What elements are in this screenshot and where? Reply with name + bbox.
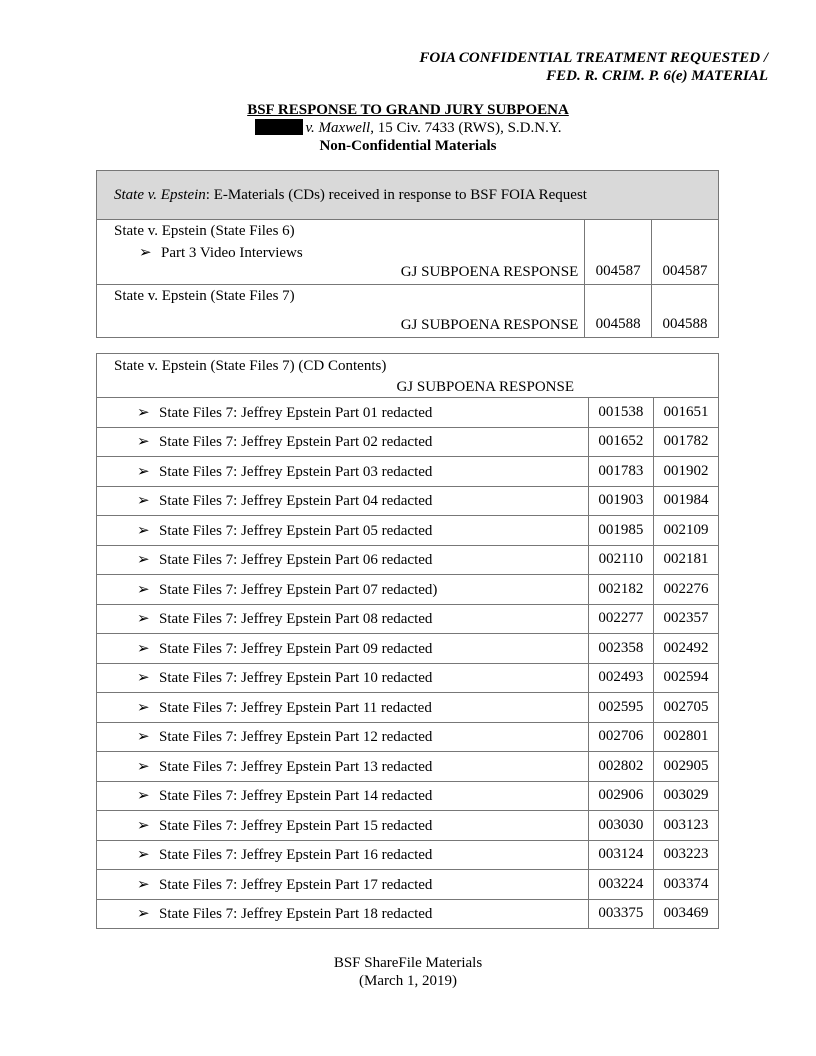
table-heading-row bbox=[97, 171, 719, 220]
row-label: State Files 7: Jeffrey Epstein Part 16 redacted bbox=[159, 847, 433, 864]
cd-contents-title: State v. Epstein (State Files 7) (CD Contents) bbox=[114, 358, 387, 374]
arrow-bullet-icon: ➢ bbox=[137, 847, 150, 864]
bates-end: 002905 bbox=[653, 752, 718, 782]
bates-start: 003375 bbox=[588, 899, 653, 929]
arrow-bullet-icon: ➢ bbox=[137, 906, 150, 923]
bates-end: 001902 bbox=[653, 457, 718, 487]
row-label: State Files 7: Jeffrey Epstein Part 09 redacted bbox=[159, 640, 433, 657]
gj-response-label: GJ SUBPOENA RESPONSE bbox=[396, 379, 574, 395]
arrow-bullet-icon: ➢ bbox=[137, 581, 150, 598]
row-label: State Files 7: Jeffrey Epstein Part 03 redacted bbox=[159, 463, 433, 480]
bates-end: 004588 bbox=[652, 285, 719, 338]
row-description bbox=[97, 575, 589, 605]
table-row bbox=[97, 752, 719, 782]
row-description bbox=[97, 634, 589, 664]
bates-start: 003030 bbox=[588, 811, 653, 841]
case-caption-rest: , 15 Civ. 7433 (RWS), S.D.N.Y. bbox=[370, 120, 562, 136]
table-heading bbox=[97, 354, 719, 398]
row-description bbox=[97, 781, 589, 811]
row-description bbox=[97, 516, 589, 546]
arrow-bullet-icon: ➢ bbox=[137, 552, 150, 569]
document-title: BSF RESPONSE TO GRAND JURY SUBPOENA bbox=[247, 102, 569, 118]
arrow-bullet-icon: ➢ bbox=[137, 758, 150, 775]
row-label: State Files 7: Jeffrey Epstein Part 15 redacted bbox=[159, 817, 433, 834]
bates-end: 003029 bbox=[653, 781, 718, 811]
bates-start: 002595 bbox=[588, 693, 653, 723]
row-description bbox=[97, 285, 585, 338]
table-row bbox=[97, 781, 719, 811]
arrow-bullet-icon: ➢ bbox=[137, 729, 150, 746]
row-description bbox=[97, 811, 589, 841]
bates-start: 001783 bbox=[588, 457, 653, 487]
bates-end: 003123 bbox=[653, 811, 718, 841]
arrow-bullet-icon: ➢ bbox=[137, 788, 150, 805]
confidentiality-line-2: FED. R. CRIM. P. 6(e) MATERIAL bbox=[546, 68, 768, 84]
row-label: State Files 7: Jeffrey Epstein Part 07 redacted) bbox=[159, 581, 438, 598]
page-footer bbox=[0, 954, 816, 990]
row-description bbox=[97, 722, 589, 752]
table-row bbox=[97, 604, 719, 634]
bates-start: 001538 bbox=[588, 398, 653, 428]
table-row bbox=[97, 427, 719, 457]
e-materials-table bbox=[96, 170, 719, 338]
arrow-bullet-icon: ➢ bbox=[137, 670, 150, 687]
gj-response-label: GJ SUBPOENA RESPONSE bbox=[400, 264, 579, 280]
row-label: State Files 7: Jeffrey Epstein Part 05 redacted bbox=[159, 522, 433, 539]
bates-end: 003374 bbox=[653, 870, 718, 900]
row-label: State Files 7: Jeffrey Epstein Part 18 redacted bbox=[159, 906, 433, 923]
bates-start: 002706 bbox=[588, 722, 653, 752]
table-row bbox=[97, 722, 719, 752]
row-description bbox=[97, 870, 589, 900]
row-description bbox=[97, 457, 589, 487]
arrow-bullet-icon: ➢ bbox=[137, 611, 150, 628]
arrow-bullet-icon: ➢ bbox=[137, 463, 150, 480]
bates-end: 002357 bbox=[653, 604, 718, 634]
arrow-bullet-icon: ➢ bbox=[137, 699, 150, 716]
arrow-bullet-icon: ➢ bbox=[137, 640, 150, 657]
bates-end: 001651 bbox=[653, 398, 718, 428]
table-row bbox=[97, 575, 719, 605]
case-caption bbox=[0, 119, 816, 137]
row-label: State Files 7: Jeffrey Epstein Part 10 redacted bbox=[159, 670, 433, 687]
row-description bbox=[97, 752, 589, 782]
bates-end: 004587 bbox=[652, 220, 719, 285]
bates-start: 001652 bbox=[588, 427, 653, 457]
row-description bbox=[97, 840, 589, 870]
table-heading-row bbox=[97, 354, 719, 398]
arrow-bullet-icon: ➢ bbox=[137, 434, 150, 451]
table-row bbox=[97, 457, 719, 487]
bates-start: 002493 bbox=[588, 663, 653, 693]
bates-start: 004587 bbox=[585, 220, 652, 285]
row-description bbox=[97, 604, 589, 634]
row-description bbox=[97, 398, 589, 428]
gj-response-label: GJ SUBPOENA RESPONSE bbox=[400, 317, 579, 333]
bates-end: 002594 bbox=[653, 663, 718, 693]
bates-end: 002492 bbox=[653, 634, 718, 664]
table-row bbox=[97, 840, 719, 870]
bates-end: 002801 bbox=[653, 722, 718, 752]
arrow-bullet-icon: ➢ bbox=[137, 817, 150, 834]
table-row bbox=[97, 811, 719, 841]
row-description bbox=[97, 663, 589, 693]
bates-end: 002705 bbox=[653, 693, 718, 723]
bates-start: 002182 bbox=[588, 575, 653, 605]
table-row bbox=[97, 545, 719, 575]
row-label: State Files 7: Jeffrey Epstein Part 01 redacted bbox=[159, 404, 433, 421]
bates-start: 002906 bbox=[588, 781, 653, 811]
redaction-box bbox=[255, 119, 303, 135]
table-heading bbox=[97, 171, 719, 220]
row-description bbox=[97, 220, 585, 285]
row-title: State v. Epstein (State Files 6) bbox=[114, 223, 295, 239]
confidentiality-line-1: FOIA CONFIDENTIAL TREATMENT REQUESTED / bbox=[419, 50, 768, 66]
bates-end: 001782 bbox=[653, 427, 718, 457]
row-title: State v. Epstein (State Files 7) bbox=[114, 288, 295, 304]
bates-end: 002181 bbox=[653, 545, 718, 575]
bates-start: 002277 bbox=[588, 604, 653, 634]
row-description bbox=[97, 899, 589, 929]
table-row bbox=[97, 663, 719, 693]
confidentiality-notice bbox=[419, 49, 768, 85]
row-subitem-label: Part 3 Video Interviews bbox=[161, 245, 303, 261]
bates-start: 001903 bbox=[588, 486, 653, 516]
footer-line-2: (March 1, 2019) bbox=[359, 973, 457, 989]
table-row bbox=[97, 285, 719, 338]
table-row bbox=[97, 634, 719, 664]
bates-start: 004588 bbox=[585, 285, 652, 338]
table-row bbox=[97, 398, 719, 428]
row-label: State Files 7: Jeffrey Epstein Part 17 redacted bbox=[159, 876, 433, 893]
arrow-bullet-icon: ➢ bbox=[137, 522, 150, 539]
row-label: State Files 7: Jeffrey Epstein Part 12 redacted bbox=[159, 729, 433, 746]
table-heading-rest: : E-Materials (CDs) received in response to BSF FOIA Request bbox=[205, 186, 587, 203]
row-label: State Files 7: Jeffrey Epstein Part 02 redacted bbox=[159, 434, 433, 451]
bates-start: 001985 bbox=[588, 516, 653, 546]
arrow-bullet-icon: ➢ bbox=[139, 245, 152, 261]
bates-end: 002109 bbox=[653, 516, 718, 546]
row-label: State Files 7: Jeffrey Epstein Part 11 redacted bbox=[159, 699, 432, 716]
footer-line-1: BSF ShareFile Materials bbox=[333, 955, 483, 971]
row-description bbox=[97, 545, 589, 575]
bates-end: 001984 bbox=[653, 486, 718, 516]
arrow-bullet-icon: ➢ bbox=[137, 876, 150, 893]
row-description bbox=[97, 427, 589, 457]
bates-start: 003124 bbox=[588, 840, 653, 870]
document-subtitle: Non-Confidential Materials bbox=[319, 138, 497, 154]
row-label: State Files 7: Jeffrey Epstein Part 06 redacted bbox=[159, 552, 433, 569]
arrow-bullet-icon: ➢ bbox=[137, 493, 150, 510]
row-label: State Files 7: Jeffrey Epstein Part 04 redacted bbox=[159, 493, 433, 510]
row-description bbox=[97, 693, 589, 723]
bates-end: 003223 bbox=[653, 840, 718, 870]
cd-contents-table bbox=[96, 353, 719, 929]
table-row bbox=[97, 220, 719, 285]
table-row bbox=[97, 899, 719, 929]
row-description bbox=[97, 486, 589, 516]
row-label: State Files 7: Jeffrey Epstein Part 13 redacted bbox=[159, 758, 433, 775]
bates-start: 003224 bbox=[588, 870, 653, 900]
bates-start: 002802 bbox=[588, 752, 653, 782]
table-row bbox=[97, 516, 719, 546]
bates-end: 003469 bbox=[653, 899, 718, 929]
row-subitem bbox=[139, 243, 303, 262]
table-row bbox=[97, 486, 719, 516]
bates-end: 002276 bbox=[653, 575, 718, 605]
row-label: State Files 7: Jeffrey Epstein Part 14 redacted bbox=[159, 788, 433, 805]
row-label: State Files 7: Jeffrey Epstein Part 08 redacted bbox=[159, 611, 433, 628]
document-header bbox=[0, 101, 816, 155]
case-caption-italic: v. Maxwell bbox=[305, 120, 371, 136]
table-row bbox=[97, 870, 719, 900]
bates-start: 002358 bbox=[588, 634, 653, 664]
bates-start: 002110 bbox=[588, 545, 653, 575]
cd-contents-rows bbox=[97, 398, 719, 929]
table-row bbox=[97, 693, 719, 723]
arrow-bullet-icon: ➢ bbox=[137, 404, 150, 421]
table-heading-italic: State v. Epstein bbox=[114, 186, 206, 203]
